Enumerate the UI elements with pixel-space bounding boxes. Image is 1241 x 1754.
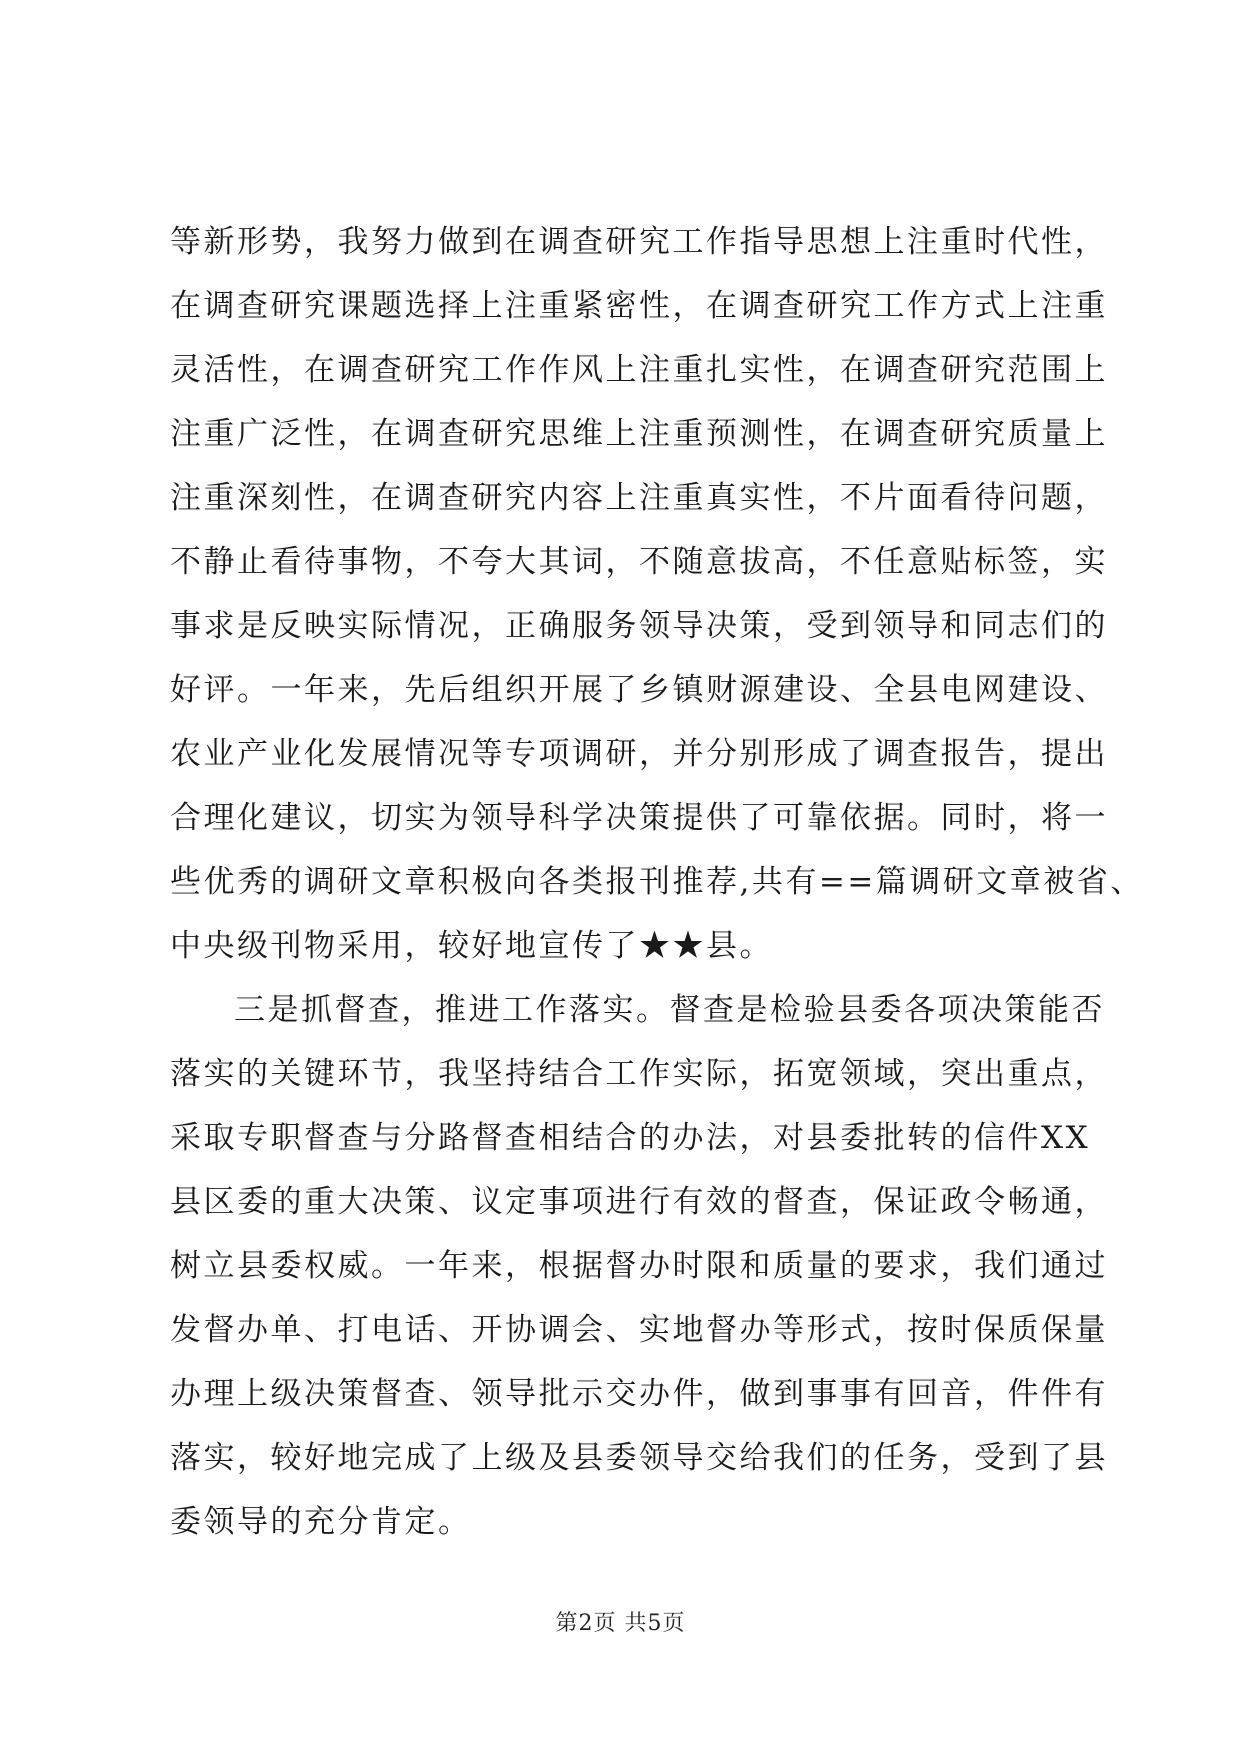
text-line: 县区委的重大决策、议定事项进行有效的督查，保证政令畅通， [170, 1184, 1108, 1220]
paragraph-2 [170, 978, 1108, 1554]
page-number-footer: 第2页 共5页 [555, 1611, 686, 1636]
text-line: 好评。一年来，先后组织开展了乡镇财源建设、全县电网建设、 [170, 672, 1108, 708]
text-line: 等新形势，我努力做到在调查研究工作指导思想上注重时代性， [170, 224, 1108, 260]
text-line: 落实的关键环节，我坚持结合工作实际，拓宽领域，突出重点， [170, 1056, 1108, 1092]
text-line: 些优秀的调研文章积极向各类报刊推荐,共有==篇调研文章被省、 [170, 864, 1144, 900]
text-line: 委领导的充分肯定。 [170, 1504, 472, 1540]
paragraph-1 [170, 210, 1144, 978]
text-line: 注重深刻性，在调查研究内容上注重真实性，不片面看待问题， [170, 480, 1108, 516]
text-line: 办理上级决策督查、领导批示交办件，做到事事有回音，件件有 [170, 1376, 1108, 1412]
text-line: 采取专职督查与分路督查相结合的办法，对县委批转的信件XX [170, 1120, 1091, 1156]
text-line: 三是抓督查，推进工作落实。督查是检验县委各项决策能否 [234, 992, 1105, 1028]
text-line: 在调查研究课题选择上注重紧密性，在调查研究工作方式上注重 [170, 288, 1108, 324]
text-line: 注重广泛性，在调查研究思维上注重预测性，在调查研究质量上 [170, 416, 1108, 452]
text-line: 事求是反映实际情况，正确服务领导决策，受到领导和同志们的 [170, 608, 1108, 644]
text-line: 发督办单、打电话、开协调会、实地督办等形式，按时保质保量 [170, 1312, 1108, 1348]
document-body [170, 210, 1144, 1554]
text-line: 落实，较好地完成了上级及县委领导交给我们的任务，受到了县 [170, 1440, 1108, 1476]
text-line: 灵活性，在调查研究工作作风上注重扎实性，在调查研究范围上 [170, 352, 1108, 388]
text-line: 农业产业化发展情况等专项调研，并分别形成了调查报告，提出 [170, 736, 1108, 772]
text-line: 中央级刊物采用，较好地宣传了★★县。 [170, 928, 773, 964]
text-line: 树立县委权威。一年来，根据督办时限和质量的要求，我们通过 [170, 1248, 1108, 1284]
text-line: 合理化建议，切实为领导科学决策提供了可靠依据。同时，将一 [170, 800, 1108, 836]
text-line: 不静止看待事物，不夸大其词，不随意拔高，不任意贴标签，实 [170, 544, 1108, 580]
